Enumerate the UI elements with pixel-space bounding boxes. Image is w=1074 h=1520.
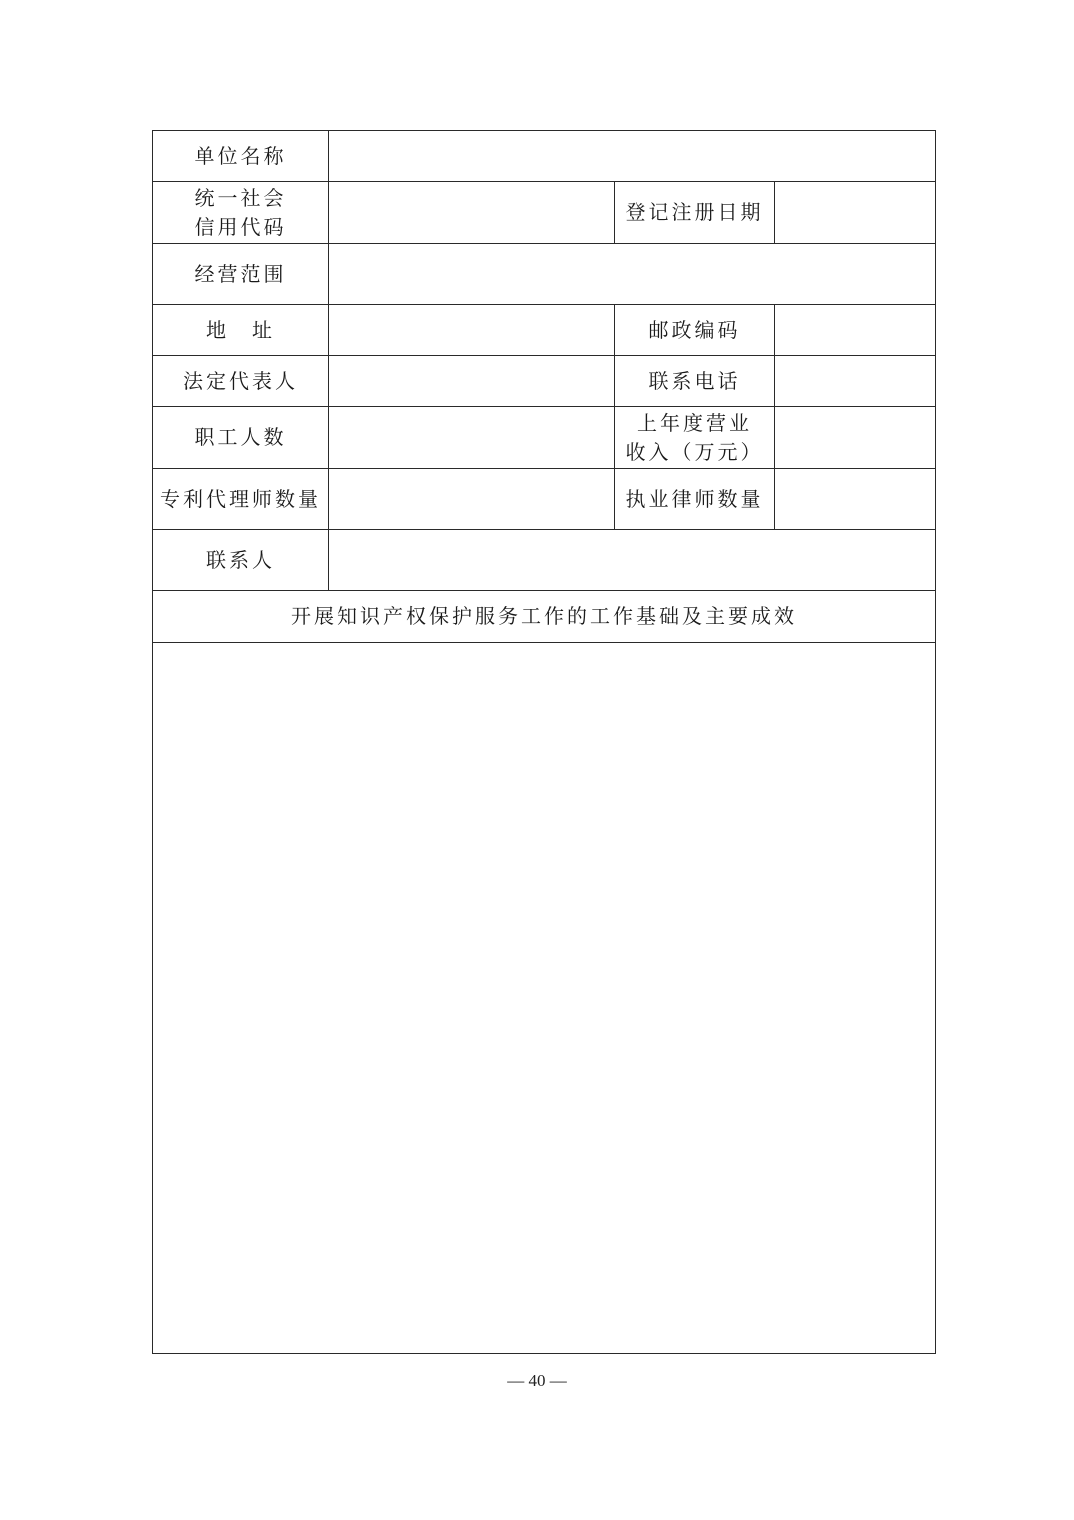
phone-field[interactable] [775, 356, 936, 407]
credit-code-field[interactable] [329, 182, 615, 244]
row-credit-code [153, 182, 936, 244]
patent-agents-label: 专利代理师数量 [153, 469, 329, 530]
legal-rep-field[interactable] [329, 356, 615, 407]
address-field[interactable] [329, 305, 615, 356]
row-achievements [153, 643, 936, 1354]
row-section-heading [153, 591, 936, 643]
credit-code-label-line1: 统一社会 [194, 185, 287, 210]
business-scope-label: 经营范围 [153, 244, 329, 305]
employees-label: 职工人数 [153, 407, 329, 469]
patent-agents-field[interactable] [329, 469, 615, 530]
registration-date-label: 登记注册日期 [615, 182, 775, 244]
row-business-scope [153, 244, 936, 305]
employees-field[interactable] [329, 407, 615, 469]
revenue-label [615, 407, 775, 469]
contact-field[interactable] [329, 530, 936, 591]
row-legal-rep [153, 356, 936, 407]
business-scope-field[interactable] [329, 244, 936, 305]
contact-label: 联系人 [153, 530, 329, 591]
revenue-label-line1: 上年度营业 [637, 410, 752, 435]
achievements-text-area[interactable] [153, 643, 936, 1354]
registration-date-field[interactable] [775, 182, 936, 244]
unit-name-field[interactable] [329, 131, 936, 182]
revenue-field[interactable] [775, 407, 936, 469]
row-unit-name [153, 131, 936, 182]
section-heading: 开展知识产权保护服务工作的工作基础及主要成效 [153, 591, 936, 643]
legal-rep-label: 法定代表人 [153, 356, 329, 407]
row-contact [153, 530, 936, 591]
credit-code-label-line2: 信用代码 [194, 214, 287, 239]
lawyers-label: 执业律师数量 [615, 469, 775, 530]
postal-code-label: 邮政编码 [615, 305, 775, 356]
row-address [153, 305, 936, 356]
postal-code-field[interactable] [775, 305, 936, 356]
registration-form-table [152, 130, 936, 1354]
row-agents [153, 469, 936, 530]
row-employees [153, 407, 936, 469]
revenue-label-line2: 收入（万元） [625, 439, 764, 464]
credit-code-label [153, 182, 329, 244]
unit-name-label: 单位名称 [153, 131, 329, 182]
page-number: — 40 — [507, 1371, 567, 1390]
lawyers-field[interactable] [775, 469, 936, 530]
address-label: 地 址 [153, 305, 329, 356]
phone-label: 联系电话 [615, 356, 775, 407]
